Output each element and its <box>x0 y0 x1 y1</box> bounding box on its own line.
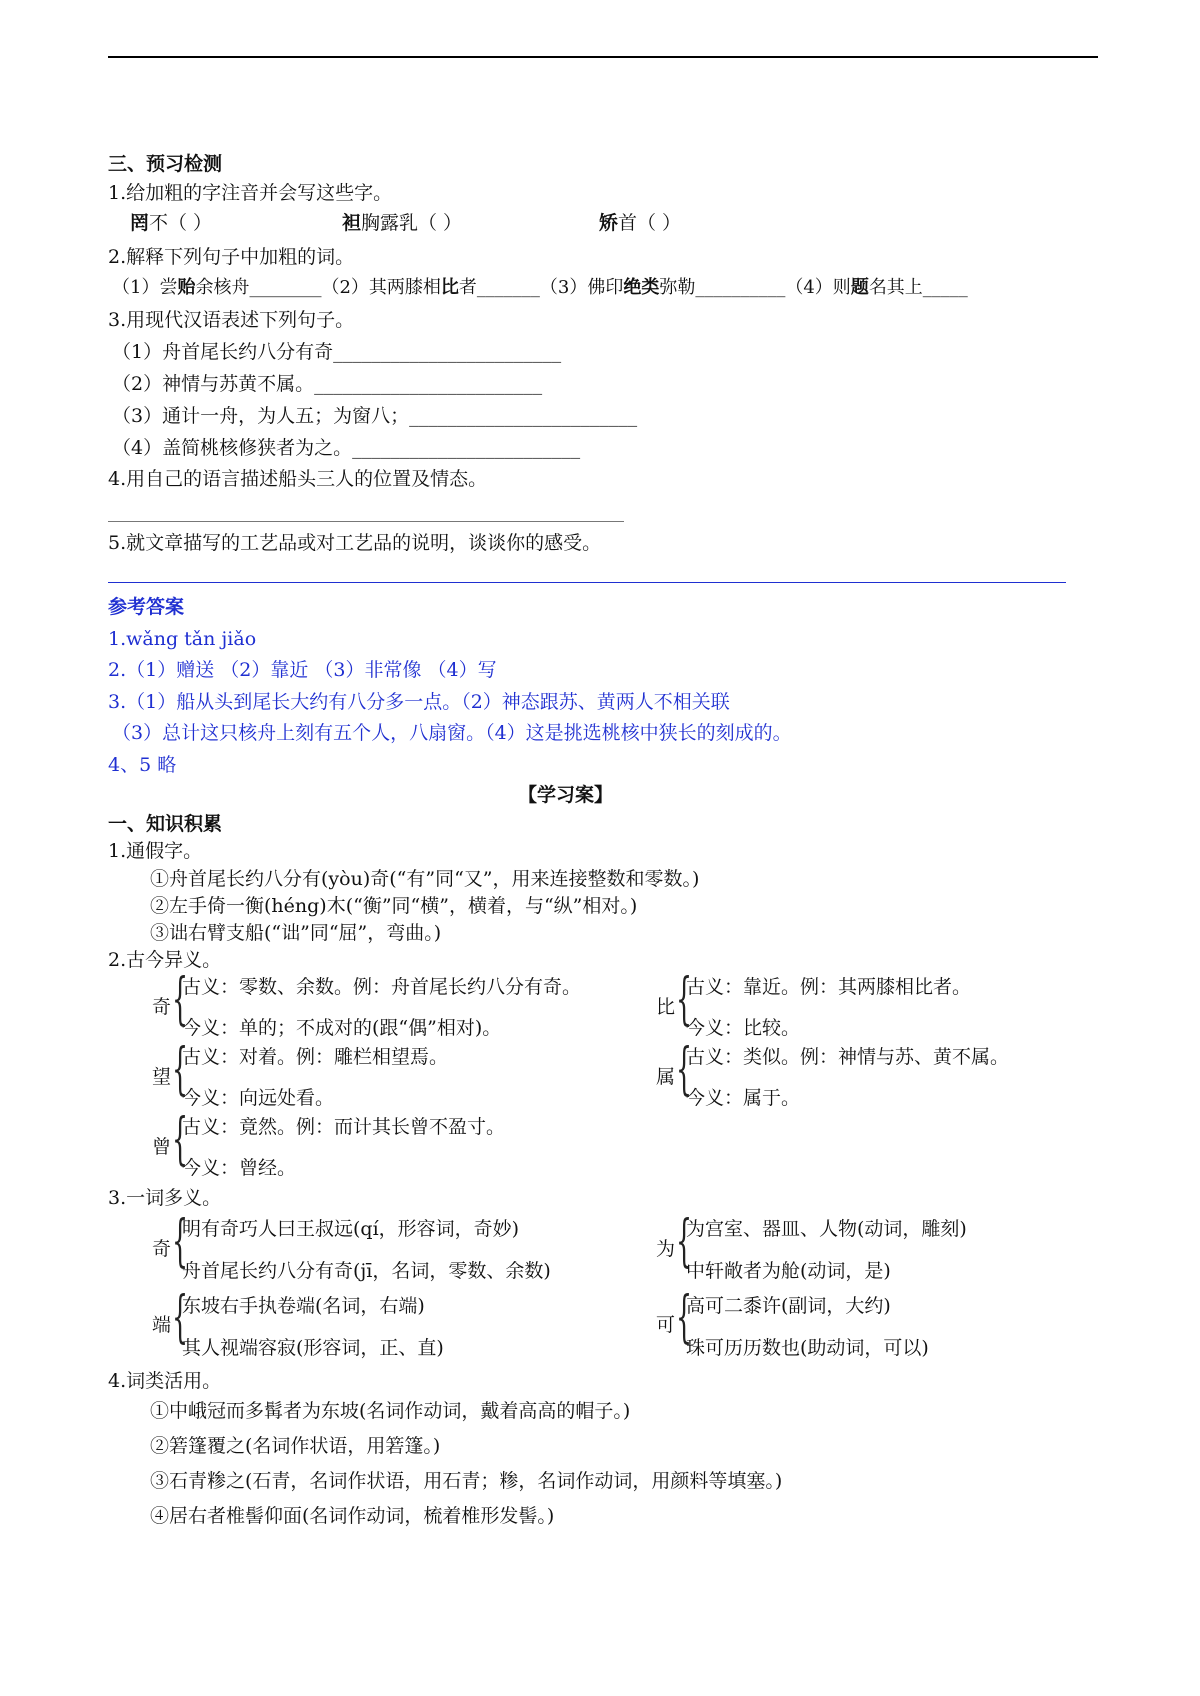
s3-a: 明有奇巧人曰王叔远(qí，形容词，奇妙) <box>182 1218 520 1240</box>
s2-now: 今义：比较。 <box>686 1017 801 1039</box>
s3-b: 舟首尾长约八分有奇(jī，名词，零数、余数) <box>182 1260 551 1282</box>
s3-b: 珠可历历数也(助动词，可以) <box>686 1337 929 1359</box>
s2-key: 比 <box>656 996 676 1018</box>
brace-icon: { <box>676 1209 693 1274</box>
q1-item-2: 袒胸露乳（ ） <box>342 212 463 234</box>
q3-item-1: （1）舟首尾长约八分有奇________________________ <box>112 341 562 363</box>
s2-now: 今义：单的；不成对的(跟“偶”相对)。 <box>182 1017 502 1039</box>
s3-label: 3.一词多义。 <box>108 1187 222 1209</box>
s3-a: 为宫室、器皿、人物(动词，雕刻) <box>686 1218 967 1240</box>
top-rule <box>108 56 1098 58</box>
s4-item-4: ④居右者椎髻仰面(名词作动词，梳着椎形发髻。) <box>150 1505 555 1527</box>
answers-heading: 参考答案 <box>108 596 185 618</box>
brace-icon: { <box>676 967 693 1032</box>
answer-line-2: 2.（1）赠送 （2）靠近 （3）非常像 （4）写 <box>108 659 497 681</box>
s4-item-1: ①中峨冠而多髯者为东坡(名词作动词，戴着高高的帽子。) <box>150 1400 631 1422</box>
s1-item-2: ②左手倚一衡(héng)木(“衡”同“横”，横着，与“纵”相对。) <box>150 895 638 917</box>
q1-item-1: 罔不（ ） <box>130 212 213 234</box>
s3-key: 端 <box>152 1314 172 1336</box>
s2-key: 曾 <box>152 1136 172 1158</box>
s1-item-1: ①舟首尾长约八分有(yòu)奇(“有”同“又”，用来连接整数和零数。) <box>150 868 700 890</box>
s3-key: 奇 <box>152 1238 172 1260</box>
s3-key: 可 <box>656 1314 676 1336</box>
q3-item-3: （3）通计一舟，为人五；为窗八；________________________ <box>112 405 638 427</box>
q3-item-2: （2）神情与苏黄不属。________________________ <box>112 373 543 395</box>
q5-prompt: 5.就文章描写的工艺品或对工艺品的说明，谈谈你的感受。 <box>108 532 602 554</box>
q3-prompt: 3.用现代汉语表述下列句子。 <box>108 309 355 331</box>
study-title: 【学习案】 <box>518 784 614 806</box>
s2-now: 今义：曾经。 <box>182 1157 297 1179</box>
q3-item-4: （4）盖简桃核修狭者为之。________________________ <box>112 437 581 459</box>
s2-old: 古义：靠近。例：其两膝相比者。 <box>686 976 972 998</box>
s3-key: 为 <box>656 1238 676 1260</box>
s2-key: 望 <box>152 1066 172 1088</box>
s2-key: 属 <box>656 1066 676 1088</box>
study-heading: 一、知识积累 <box>108 813 223 835</box>
s4-item-2: ②箬篷覆之(名词作状语，用箬篷。) <box>150 1435 441 1457</box>
answer-line-5: 4、5 略 <box>108 754 177 776</box>
q4-answer-line <box>108 521 624 522</box>
s2-now: 今义：向远处看。 <box>182 1087 335 1109</box>
answer-line-1: 1.wǎng tǎn jiǎo <box>108 628 257 650</box>
q2-prompt: 2.解释下列句子中加粗的词。 <box>108 246 355 268</box>
q1-item-3: 矫首（ ） <box>599 212 682 234</box>
q2-items: （1）尝贻余核舟________（2）其两膝相比者_______（3）佛印绝类弥勒__________（4）则题名其上_____ <box>112 277 968 298</box>
s2-old: 古义：对着。例：雕栏相望焉。 <box>182 1046 449 1068</box>
brace-icon: { <box>676 1285 693 1350</box>
s1-label: 1.通假字。 <box>108 840 203 862</box>
s2-key: 奇 <box>152 996 172 1018</box>
s3-b: 其人视端容寂(形容词，正、直) <box>182 1337 444 1359</box>
q4-prompt: 4.用自己的语言描述船头三人的位置及情态。 <box>108 468 488 490</box>
brace-icon: { <box>676 1037 693 1102</box>
s4-label: 4.词类活用。 <box>108 1370 222 1392</box>
s3-b: 中轩敞者为舱(动词，是) <box>686 1260 891 1282</box>
s2-old: 古义：类似。例：神情与苏、黄不属。 <box>686 1046 1010 1068</box>
brace-icon: { <box>172 1037 189 1102</box>
brace-icon: { <box>172 1285 189 1350</box>
brace-icon: { <box>172 1107 189 1172</box>
s3-a: 东坡右手执卷端(名词，右端) <box>182 1295 425 1317</box>
q1-prompt: 1.给加粗的字注音并会写这些字。 <box>108 182 393 204</box>
section-heading-preview: 三、预习检测 <box>108 153 223 175</box>
s4-item-3: ③石青糁之(石青，名词作状语，用石青；糁，名词作动词，用颜料等填塞。) <box>150 1470 783 1492</box>
answer-line-3: 3.（1）船从头到尾长大约有八分多一点。（2）神态跟苏、黄两人不相关联 <box>108 691 730 713</box>
brace-icon: { <box>172 1209 189 1274</box>
brace-icon: { <box>172 967 189 1032</box>
s2-old: 古义：竟然。例：而计其长曾不盈寸。 <box>182 1116 506 1138</box>
s2-now: 今义：属于。 <box>686 1087 801 1109</box>
answer-line-4: （3）总计这只核舟上刻有五个人，八扇窗。（4）这是挑选桃核中狭长的刻成的。 <box>112 722 792 744</box>
s3-a: 高可二黍许(副词，大约) <box>686 1295 891 1317</box>
s2-label: 2.古今异义。 <box>108 949 222 971</box>
s2-old: 古义：零数、余数。例：舟首尾长约八分有奇。 <box>182 976 582 998</box>
s1-item-3: ③诎右臂支船(“诎”同“屈”，弯曲。) <box>150 922 442 944</box>
q5-answer-line <box>108 582 1066 583</box>
